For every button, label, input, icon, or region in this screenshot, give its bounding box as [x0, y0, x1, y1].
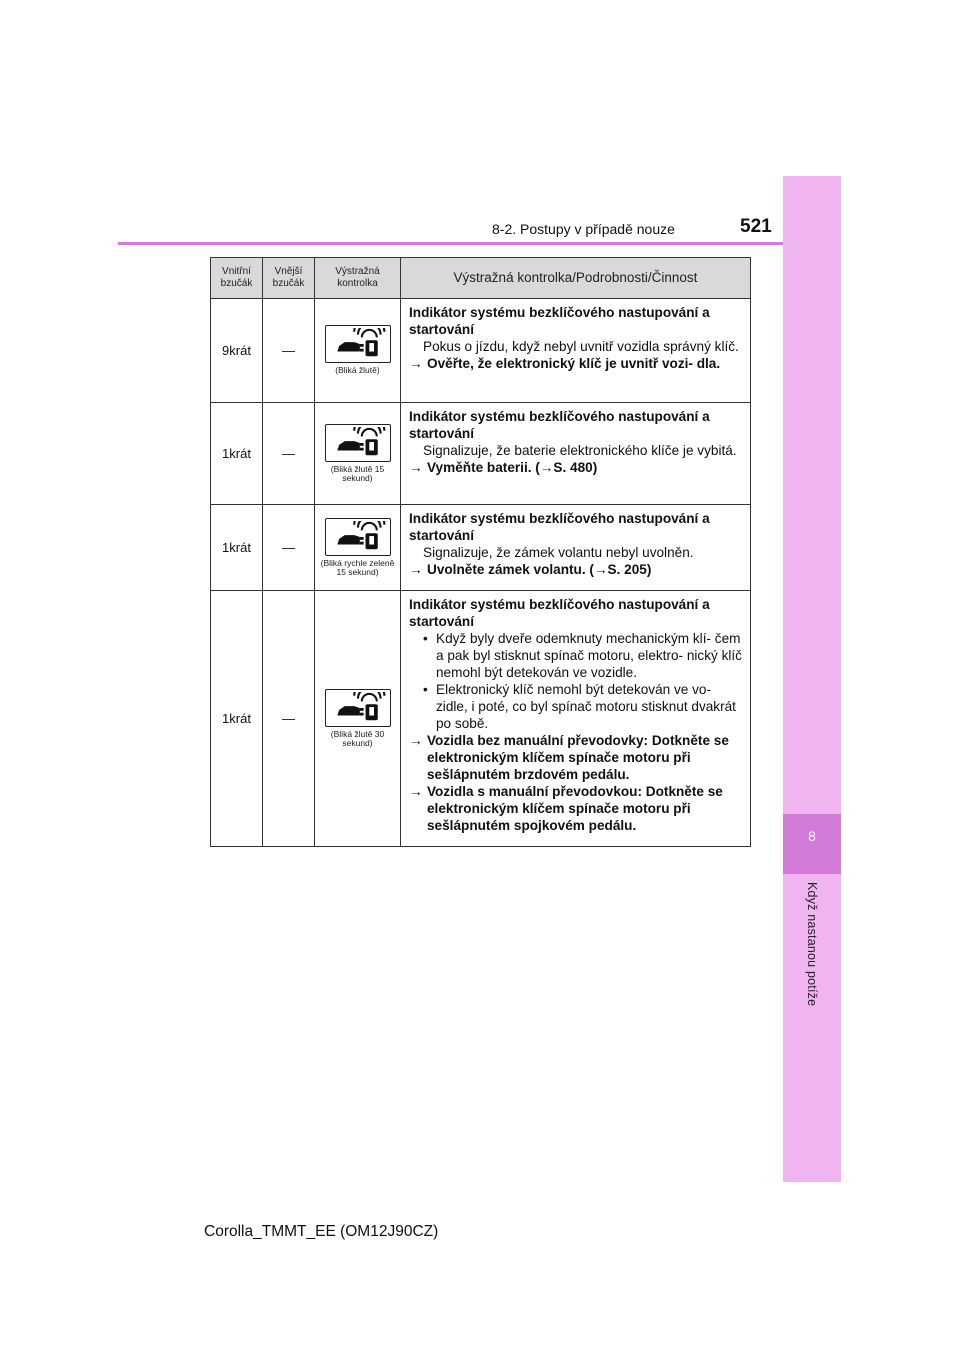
action-text: Vyměňte baterii. (→S. 480): [427, 460, 598, 475]
details-title: Indikátor systému bezklíčového nastupování a startování: [409, 597, 710, 629]
details-bullet: [409, 630, 746, 681]
smart-key-indicator-icon: [329, 521, 387, 553]
details-action: [409, 732, 746, 783]
header-warning-lamp: Výstražná kontrolka: [315, 258, 401, 299]
lamp-box: [325, 325, 391, 363]
details-title: Indikátor systému bezklíčového nastupování a startování: [409, 511, 710, 543]
lamp-box: [325, 518, 391, 556]
inner-buzzer-count: 9krát: [211, 299, 263, 403]
outer-buzzer-value: —: [263, 403, 315, 505]
inner-buzzer-count: 1krát: [211, 505, 263, 591]
smart-key-indicator-icon: [329, 692, 387, 724]
inner-buzzer-count: 1krát: [211, 403, 263, 505]
action-text: Ověřte, že elektronický klíč je uvnitř vozi- dla.: [427, 356, 721, 371]
details-action: [409, 355, 746, 372]
details-text: Signalizuje, že zámek volantu nebyl uvolněn.: [423, 545, 694, 560]
details-cell: [401, 505, 751, 591]
bullet-text: Když byly dveře odemknuty mechanickým klí- čem a pak byl stisknut spínač motoru, elektro- nický klíč nemohl být detekován ve vozidle.: [436, 631, 742, 680]
chapter-label: [776, 882, 848, 1042]
details-action: [409, 783, 746, 834]
details-cell: [401, 299, 751, 403]
smart-key-indicator-icon: [329, 427, 387, 459]
header-outer-buzzer: Vnější bzučák: [263, 258, 315, 299]
details-cell: [401, 403, 751, 505]
arrow-right-icon: →: [409, 733, 423, 748]
chapter-label-text: Když nastanou potíže: [805, 882, 819, 1007]
bullet-icon: •: [423, 631, 428, 646]
details-action: [409, 459, 746, 476]
warning-table: [210, 257, 751, 847]
table-row: [211, 403, 751, 505]
lamp-cell: [315, 299, 401, 403]
action-text: Vozidla s manuální převodovkou: Dotkněte se elektronickým klíčem spínače motoru při sešlápnutém spojkovém pedálu.: [427, 784, 723, 833]
arrow-right-icon: →: [409, 460, 423, 475]
table-row: [211, 505, 751, 591]
lamp-note: (Bliká žlutě): [335, 365, 380, 376]
table-row: [211, 591, 751, 847]
details-text: Signalizuje, že baterie elektronického klíče je vybitá.: [423, 443, 737, 458]
section-title: 8-2. Postupy v případě nouze: [492, 221, 675, 237]
inner-buzzer-count: 1krát: [211, 591, 263, 847]
details-title: Indikátor systému bezklíčového nastupování a startování: [409, 305, 710, 337]
header-divider: [118, 242, 783, 245]
lamp-note: (Bliká žlutě 30 sekund): [330, 728, 385, 748]
header-details: Výstražná kontrolka/Podrobnosti/Činnost: [401, 258, 751, 299]
outer-buzzer-value: —: [263, 299, 315, 403]
arrow-right-icon: →: [409, 784, 423, 799]
lamp-box: [325, 689, 391, 727]
side-tab-active-chapter: [783, 814, 841, 874]
details-title: Indikátor systému bezklíčového nastupování a startování: [409, 409, 710, 441]
chapter-number: 8: [808, 828, 816, 844]
footer-model-code: Corolla_TMMT_EE (OM12J90CZ): [204, 1223, 439, 1240]
details-bullet: [409, 681, 746, 732]
lamp-cell: [315, 505, 401, 591]
header-inner-buzzer: Vnitřní bzučák: [211, 258, 263, 299]
outer-buzzer-value: —: [263, 591, 315, 847]
bullet-text: Elektronický klíč nemohl být detekován ve vo- zidle, i poté, co byl spínač motoru stisknut dvakrát po sobě.: [436, 682, 736, 731]
page-number: 521: [740, 216, 772, 237]
action-text: Uvolněte zámek volantu. (→S. 205): [427, 562, 652, 577]
lamp-box: [325, 424, 391, 462]
smart-key-indicator-icon: [329, 328, 387, 360]
table-header-row: [211, 258, 751, 299]
lamp-note: (Bliká rychle zeleně 15 sekund): [320, 557, 395, 577]
lamp-note: (Bliká žlutě 15 sekund): [330, 463, 385, 483]
arrow-right-icon: →: [409, 562, 423, 577]
bullet-icon: •: [423, 682, 428, 697]
details-text: Pokus o jízdu, když nebyl uvnitř vozidla správný klíč.: [423, 339, 739, 354]
details-cell: [401, 591, 751, 847]
details-action: [409, 561, 746, 578]
lamp-cell: [315, 403, 401, 505]
outer-buzzer-value: —: [263, 505, 315, 591]
arrow-right-icon: →: [409, 356, 423, 371]
lamp-cell: [315, 591, 401, 847]
action-text: Vozidla bez manuální převodovky: Dotkněte se elektronickým klíčem spínače motoru při sešlápnutém brzdovém pedálu.: [427, 733, 729, 782]
table-row: [211, 299, 751, 403]
